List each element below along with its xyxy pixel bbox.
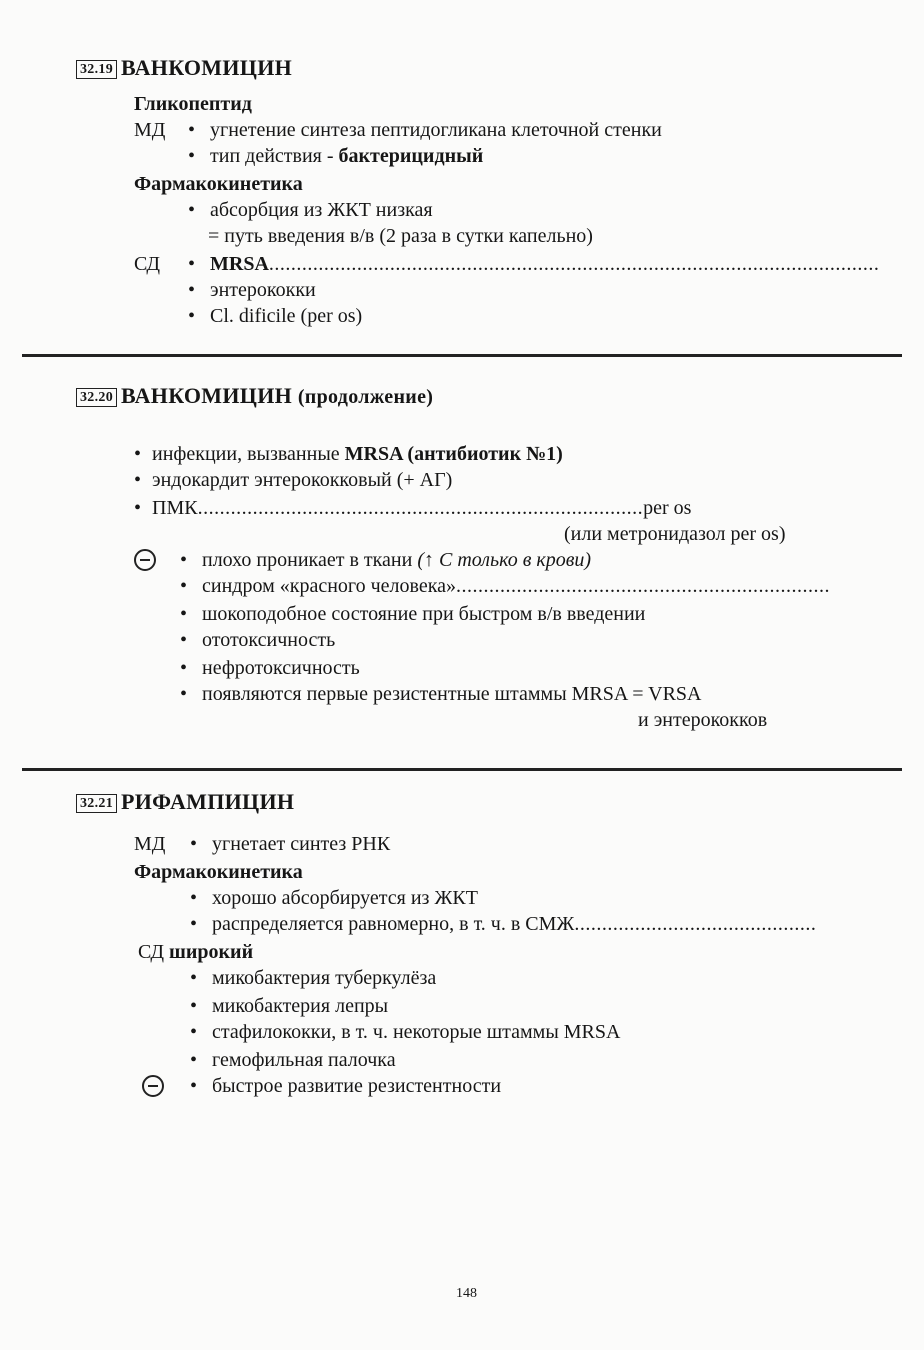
adverse-1: • быстрое развитие резистентности — [190, 1075, 502, 1097]
sd-line-4: • гемофильная палочка — [190, 1049, 396, 1071]
minus-circle-icon — [134, 549, 156, 571]
adverse-4: • ототоксичность — [180, 629, 336, 651]
sd-line-1: • микобактерия туберкулёза — [190, 967, 437, 989]
section-number: 32.21 — [76, 794, 117, 813]
minus-circle-icon — [142, 1075, 164, 1097]
pk-line-1: • абсорбция из ЖКТ низкая — [188, 199, 433, 221]
sd-line-3: • стафилококки, в т. ч. некоторые штаммы MRSA — [190, 1021, 621, 1043]
adverse-5: • нефротоксичность — [180, 657, 360, 679]
indication-3-alt: (или метронидазол per os) — [564, 523, 786, 545]
adverse-3: • шокоподобное состояние при быстром в/в введении — [180, 603, 646, 625]
sd-line-2: • энтерококки — [188, 279, 316, 301]
page-number: 148 — [456, 1286, 477, 1301]
section-title-32-19: 32.19 ВАНКОМИЦИН — [76, 56, 292, 80]
adverse-6: • появляются первые резистентные штаммы MRSA = VRSA — [180, 683, 702, 705]
pk-line-1: • хорошо абсорбируется из ЖКТ — [190, 887, 478, 909]
pk-line-2: • распределяется равномерно, в т. ч. в СМЖ............................................ — [190, 913, 817, 935]
section-divider — [22, 768, 902, 771]
section-title-32-20: 32.20 ВАНКОМИЦИН (продолжение) — [76, 384, 433, 409]
adverse-1: • плохо проникает в ткани (↑ С только в крови) — [180, 549, 592, 571]
sd-heading: СД широкий — [138, 941, 254, 963]
md-line-1: МД • угнетение синтеза пептидогликана клеточной стенки — [134, 119, 662, 141]
indication-2: • эндокардит энтерококковый (+ АГ) — [134, 469, 453, 491]
pk-line-2: = путь введения в/в (2 раза в сутки капельно) — [208, 225, 593, 247]
md-line-2: • тип действия - бактерицидный — [188, 145, 484, 167]
sd-line-1: СД • MRSA............................................................................................................... — [134, 253, 880, 275]
pk-heading: Фармакокинетика — [134, 861, 303, 883]
section-divider — [22, 354, 902, 357]
sd-line-3: • Cl. dificile (per os) — [188, 305, 363, 327]
pk-heading: Фармакокинетика — [134, 173, 303, 195]
md-line-1: МД • угнетает синтез РНК — [134, 833, 391, 855]
indication-3: • ПМК.................................................................................per os — [134, 497, 692, 519]
section-number: 32.20 — [76, 388, 117, 407]
indication-1: • инфекции, вызванные MRSA (антибиотик №1) — [134, 443, 563, 465]
sd-line-2: • микобактерия лепры — [190, 995, 389, 1017]
drug-class: Гликопептид — [134, 93, 252, 115]
section-title-32-21: 32.21 РИФАМПИЦИН — [76, 790, 294, 814]
adverse-6-cont: и энтерококков — [638, 709, 768, 731]
section-number: 32.19 — [76, 60, 117, 79]
adverse-2: • синдром «красного человека».................................................................... — [180, 575, 831, 597]
